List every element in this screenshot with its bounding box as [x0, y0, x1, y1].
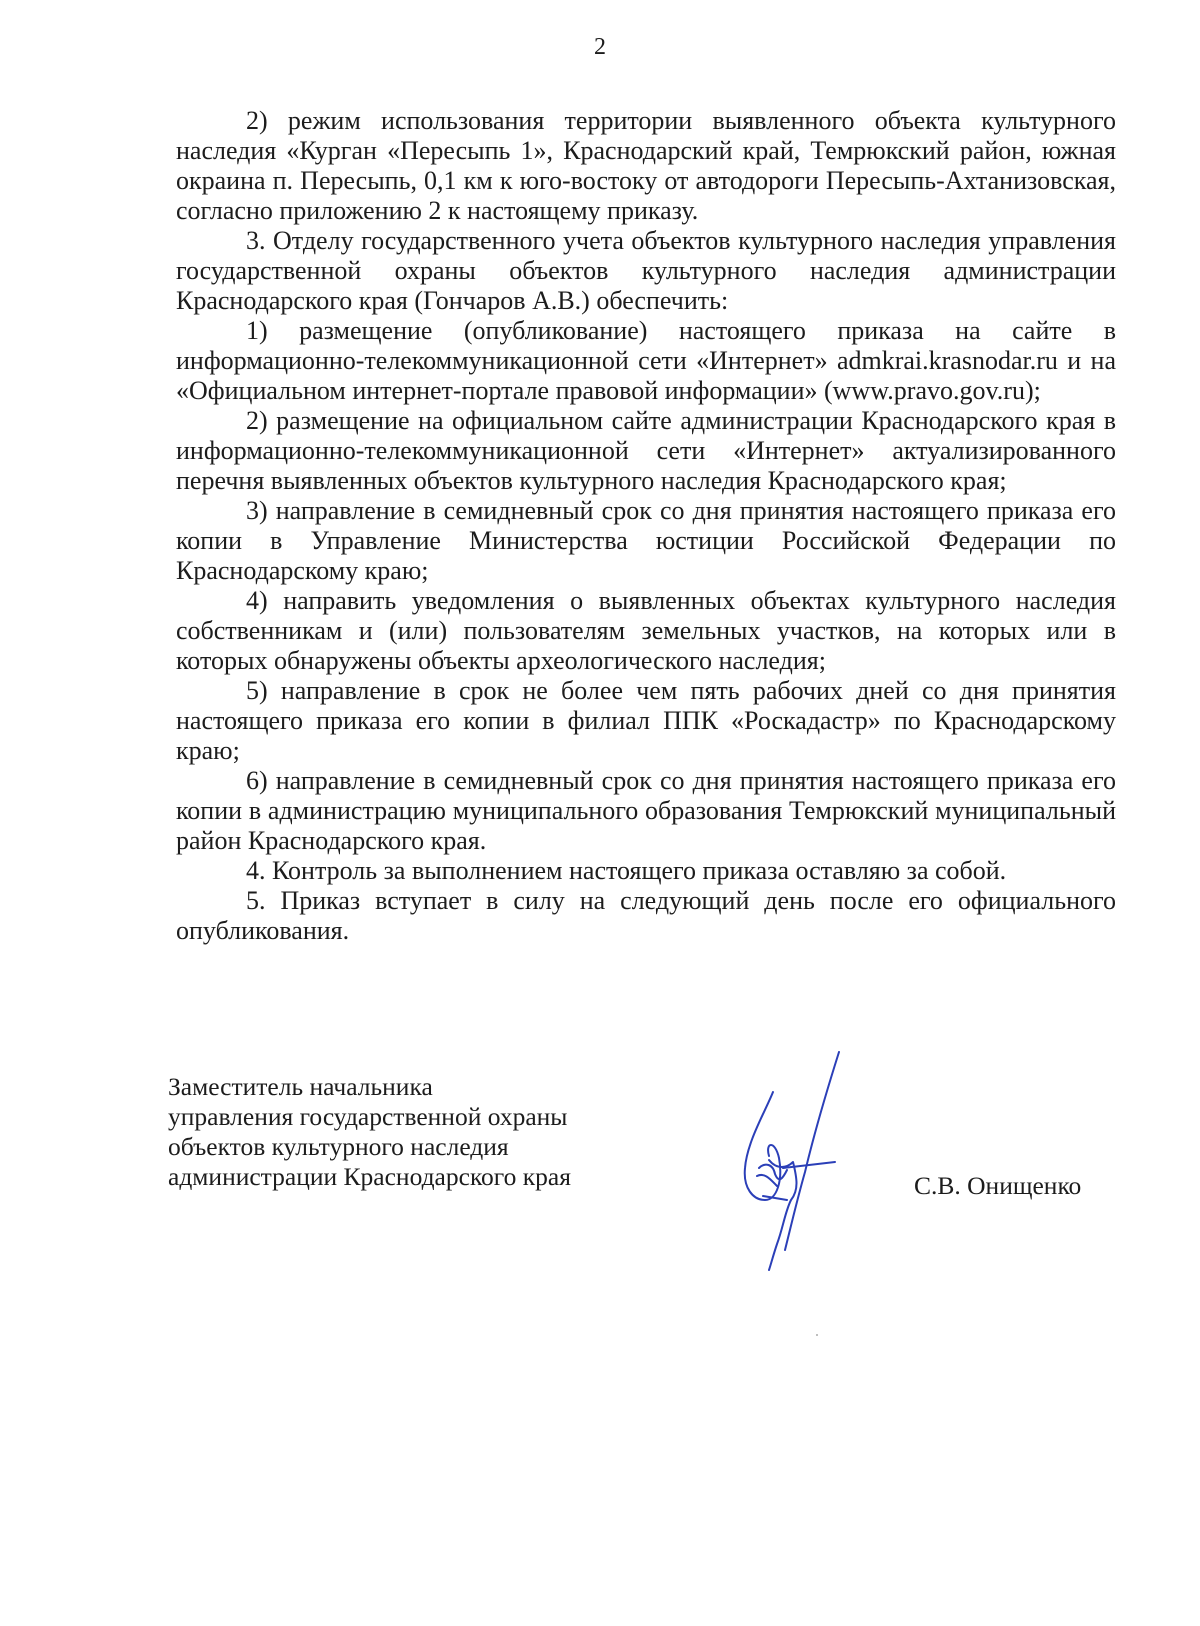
signatory-name: С.В. Онищенко [914, 1171, 1082, 1200]
paragraph: 6) направление в семидневный срок со дня принятия настоящего приказа его копии в администрацию муниципального образования Темрюкский муниципальный район Краснодарского края. [176, 766, 1116, 855]
paragraph: 2) размещение на официальном сайте администрации Краснодарского края в информационно-телекоммуникационной сети «Интернет» актуализированного перечня выявленных объектов культурного наследия Краснодарского края; [176, 406, 1116, 495]
page-number: 2 [594, 34, 606, 60]
paragraph: 4. Контроль за выполнением настоящего приказа оставляю за собой. [246, 856, 1007, 885]
position-line: объектов культурного наследия [168, 1132, 509, 1161]
scan-speck [816, 1334, 818, 1336]
paragraph: 5. Приказ вступает в силу на следующий день после его официального опубликования. [176, 886, 1116, 945]
position-line: Заместитель начальника [168, 1072, 433, 1101]
signatory-position [168, 1072, 571, 1192]
handwritten-signature [735, 1050, 870, 1280]
document-body [176, 106, 1116, 946]
paragraph: 2) режим использования территории выявленного объекта культурного наследия «Курган «Пересыпь 1», Краснодарский край, Темрюкский район, южная окраина п. Пересыпь, 0,1 км к юго-востоку от автодороги Пересыпь-Ахтанизовская, согласно приложению 2 к настоящему приказу. [176, 106, 1116, 225]
position-line: администрации Краснодарского края [168, 1162, 571, 1191]
paragraph: 1) размещение (опубликование) настоящего приказа на сайте в информационно-телекоммуникационной сети «Интернет» admkrai.krasnodar.ru и на «Официальном интернет-портале правовой информации» (www.pravo.gov.ru); [176, 316, 1116, 405]
paragraph: 4) направить уведомления о выявленных объектах культурного наследия собственникам и (или) пользователям земельных участков, на которых или в которых обнаружены объекты археологического наследия; [176, 586, 1116, 675]
paragraph: 3) направление в семидневный срок со дня принятия настоящего приказа его копии в Управление Министерства юстиции Российской Федерации по Краснодарскому краю; [176, 496, 1116, 585]
position-line: управления государственной охраны [168, 1102, 568, 1131]
paragraph: 5) направление в срок не более чем пять рабочих дней со дня принятия настоящего приказа его копии в филиал ППК «Роскадастр» по Краснодарскому краю; [176, 676, 1116, 765]
paragraph: 3. Отделу государственного учета объектов культурного наследия управления государственной охраны объектов культурного наследия администрации Краснодарского края (Гончаров А.В.) обеспечить: [176, 226, 1116, 315]
